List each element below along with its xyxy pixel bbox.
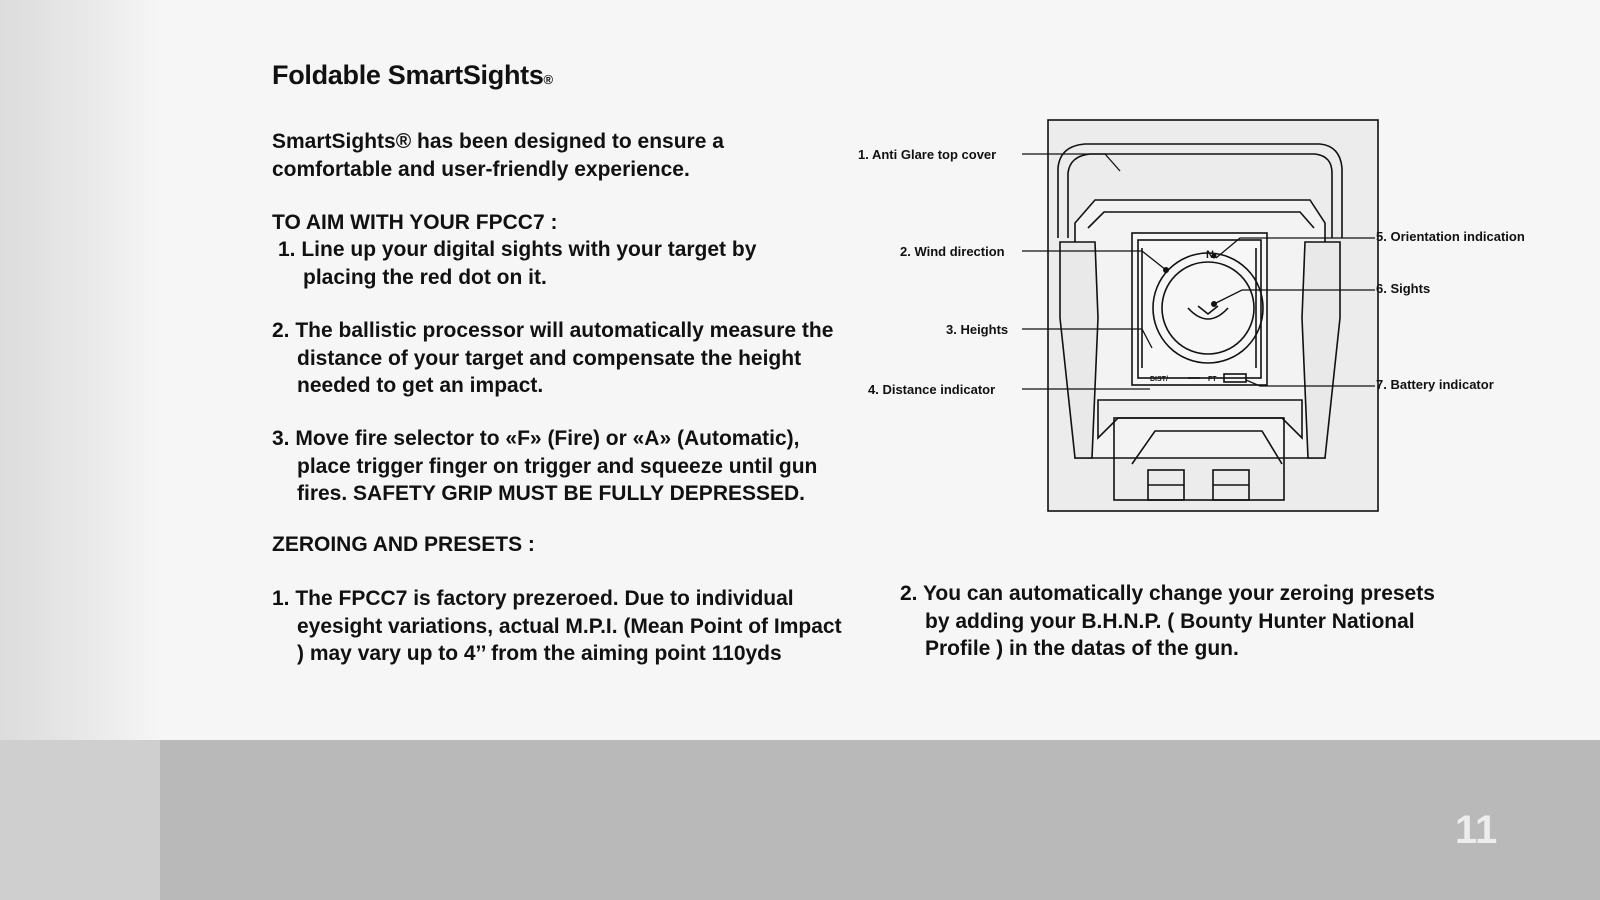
zeroing-step-1-number: 1. (272, 587, 290, 610)
aim-step-2-text: The ballistic processor will automatically measure the distance of your target and compensate the height needed to get an impact. (295, 319, 834, 397)
aim-step-2-number: 2. (272, 319, 290, 342)
callout-anti-glare-cover: 1. Anti Glare top cover (858, 147, 997, 162)
aim-step-1 (278, 236, 818, 291)
title-text: Foldable SmartSights (272, 60, 544, 90)
page-number: 11 (1455, 808, 1498, 852)
zeroing-step-2-number: 2. (900, 582, 918, 605)
aim-step-3 (272, 425, 852, 508)
zeroing-heading: ZEROING AND PRESETS : (272, 533, 535, 556)
distance-unit: FT (1208, 376, 1217, 383)
aim-step-1-number: 1. (278, 238, 296, 261)
aim-step-2 (272, 317, 852, 400)
intro-paragraph (272, 128, 812, 183)
distance-label: DIST/ (1150, 376, 1168, 383)
callout-heights: 3. Heights (946, 322, 1009, 337)
aim-heading: TO AIM WITH YOUR FPCC7 : (272, 211, 558, 234)
zeroing-step-1 (272, 585, 852, 668)
zeroing-step-2 (900, 580, 1460, 663)
callout-orientation-indication: 5. Orientation indication (1376, 229, 1525, 244)
callout-wind-direction: 2. Wind direction (900, 244, 1005, 259)
aim-step-1-text: Line up your digital sights with your target by placing the red dot on it. (301, 238, 757, 289)
zeroing-step-2-text: You can automatically change your zeroing presets by adding your B.H.N.P. ( Bounty Hunter National Profile ) in the datas of the gun. (922, 582, 1435, 660)
registered-mark: ® (543, 72, 553, 87)
smartsights-diagram (858, 118, 1590, 528)
callout-sights: 6. Sights (1376, 281, 1431, 296)
compass-north-label: N (1206, 249, 1214, 261)
footer-band-left (0, 740, 160, 900)
callout-distance-indicator: 4. Distance indicator (868, 382, 996, 397)
aim-step-3-number: 3. (272, 427, 290, 450)
aim-step-3-text: Move fire selector to «F» (Fire) or «A» (Automatic), place trigger finger on trigger and squeeze until gun fires. SAFETY GRIP MUST BE FULLY DEPRESSED. (295, 427, 818, 505)
footer-band (160, 740, 1600, 900)
zeroing-step-1-text: The FPCC7 is factory prezeroed. Due to individual eyesight variations, actual M.P.I. (Mean Point of Impact ) may vary up to 4’’ from the aiming point 110yds (295, 587, 842, 665)
page-title (272, 60, 553, 91)
callout-battery-indicator: 7. Battery indicator (1376, 377, 1494, 392)
intro-text: SmartSights® has been designed to ensure a comfortable and user-friendly experience. (272, 130, 724, 181)
